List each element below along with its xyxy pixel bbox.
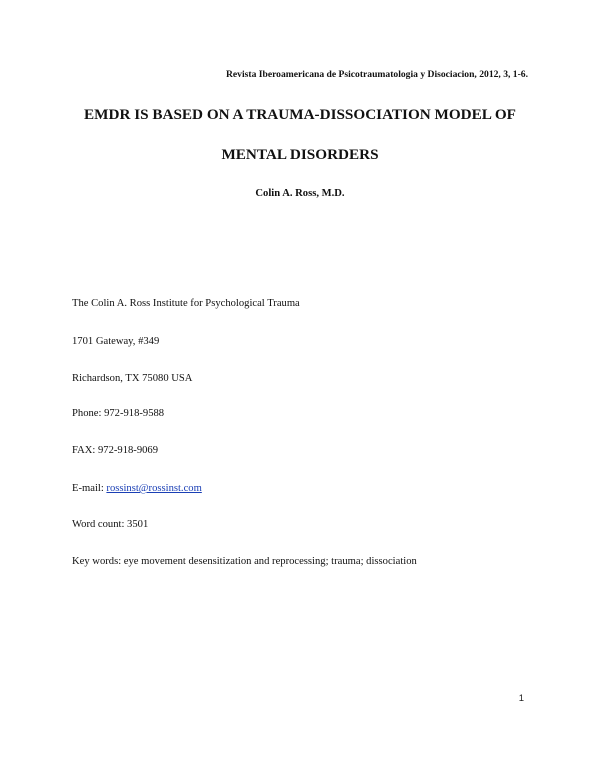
journal-reference: Revista Iberoamericana de Psicotraumatologia y Disociacion, 2012, 3, 1-6.	[226, 69, 528, 80]
address-line-1: 1701 Gateway, #349	[72, 336, 160, 347]
paper-title-line-1: EMDR IS BASED ON A TRAUMA-DISSOCIATION MODEL OF	[84, 106, 516, 123]
email-line	[72, 483, 202, 494]
address-line-2: Richardson, TX 75080 USA	[72, 373, 193, 384]
email-link[interactable]: rossinst@rossinst.com	[106, 483, 202, 494]
page-number: 1	[518, 693, 524, 704]
paper-title-line-2: MENTAL DISORDERS	[221, 146, 379, 163]
fax-number: FAX: 972-918-9069	[72, 445, 159, 456]
institute-name: The Colin A. Ross Institute for Psychological Trauma	[72, 298, 300, 309]
key-words: Key words: eye movement desensitization and reprocessing; trauma; dissociation	[72, 556, 417, 567]
author-name: Colin A. Ross, M.D.	[255, 188, 345, 199]
word-count: Word count: 3501	[72, 519, 149, 530]
phone-number: Phone: 972-918-9588	[72, 408, 165, 419]
email-label: E-mail:	[72, 483, 107, 494]
